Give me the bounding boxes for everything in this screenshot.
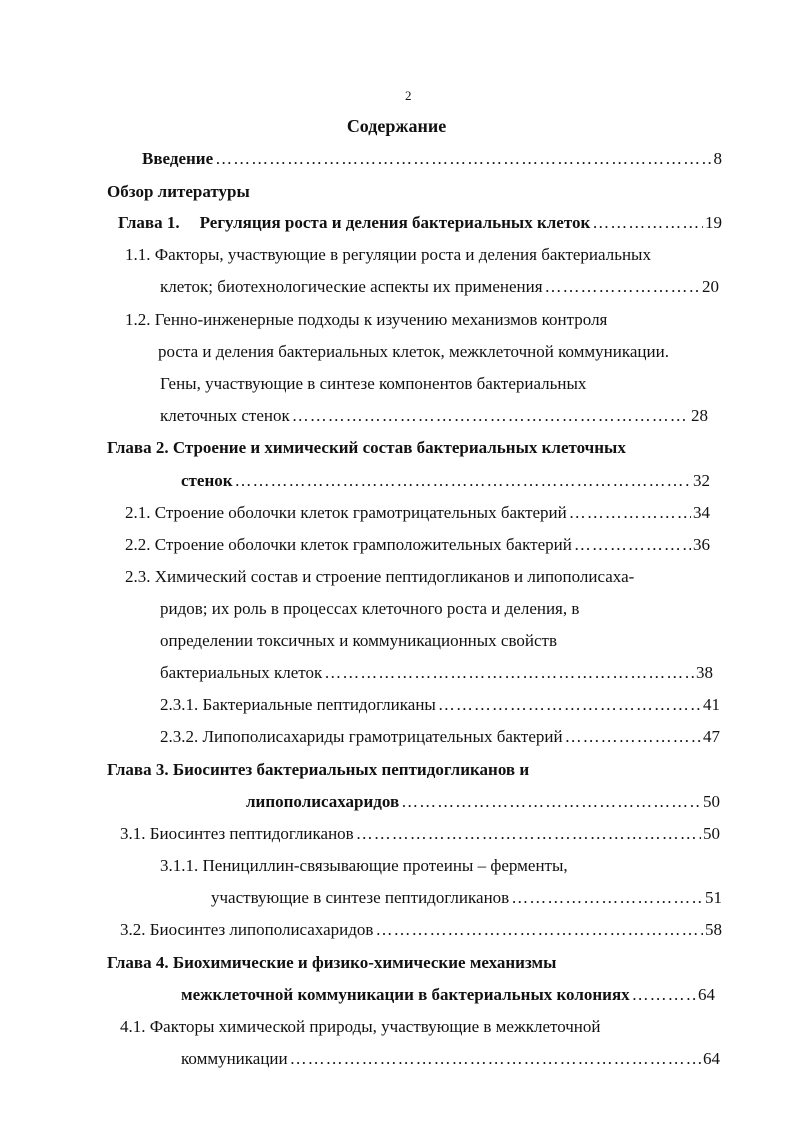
toc-entry-1-2 <box>160 404 708 428</box>
toc-entry-chapter-3-line1: Глава 3. Биосинтез бактериальных пептидогликанов и <box>107 760 530 779</box>
leader-dots <box>356 822 701 846</box>
toc-entry-label: 2.2. Строение оболочки клеток грамположительных бактерий <box>125 535 572 554</box>
leader-dots <box>569 501 691 525</box>
toc-entry-label: стенок <box>181 471 233 490</box>
toc-entry-3-1-1-line1: 3.1.1. Пенициллин-связывающие протеины – ферменты, <box>160 856 568 875</box>
toc-entry-1-1 <box>160 275 719 299</box>
toc-entry-label: коммуникации <box>181 1049 288 1068</box>
toc-entry-page: 64 <box>698 985 715 1004</box>
section-heading-review: Обзор литературы <box>107 182 250 201</box>
toc-entry-page: 8 <box>713 149 722 168</box>
toc-entry-chapter-1 <box>118 211 722 235</box>
toc-entry-page: 51 <box>705 888 722 907</box>
toc-entry-label: межклеточной коммуникации в бактериальных колониях <box>181 985 630 1004</box>
toc-entry-label: 3.2. Биосинтез липополисахаридов <box>120 920 374 939</box>
toc-entry-1-2-line2: роста и деления бактериальных клеток, межклеточной коммуникации. <box>158 342 669 361</box>
leader-dots <box>215 147 711 171</box>
toc-entry-page: 36 <box>693 535 710 554</box>
toc-entry-2-3-line2: ридов; их роль в процессах клеточного роста и деления, в <box>160 599 580 618</box>
toc-entry-1-2-line1: 1.2. Генно-инженерные подходы к изучению механизмов контроля <box>125 310 608 329</box>
toc-entry-4-1 <box>181 1047 720 1071</box>
toc-entry-2-3-2 <box>160 725 720 749</box>
toc-entry-2-2 <box>125 533 710 557</box>
toc-entry-chapter-3 <box>246 790 720 814</box>
leader-dots <box>545 275 700 299</box>
toc-entry-chapter-4-line1: Глава 4. Биохимические и физико-химические механизмы <box>107 953 557 972</box>
toc-entry-chapter-4 <box>181 983 715 1007</box>
leader-dots <box>401 790 701 814</box>
toc-entry-page: 34 <box>693 503 710 522</box>
page-number: 2 <box>405 88 412 103</box>
toc-entry-2-3 <box>160 661 713 685</box>
leader-dots <box>565 725 701 749</box>
toc-entry-2-3-line1: 2.3. Химический состав и строение пептидогликанов и липополисаха- <box>125 567 635 586</box>
toc-entry-2-1 <box>125 501 710 525</box>
toc-entry-page: 58 <box>705 920 722 939</box>
toc-entry-label: участвующие в синтезе пептидогликанов <box>211 888 510 907</box>
leader-dots <box>438 693 701 717</box>
toc-entry-intro <box>142 147 722 171</box>
toc-entry-label: 2.1. Строение оболочки клеток грамотрицательных бактерий <box>125 503 567 522</box>
leader-dots <box>574 533 691 557</box>
toc-entry-4-1-line1: 4.1. Факторы химической природы, участвующие в межклеточной <box>120 1017 601 1036</box>
toc-entry-page: 28 <box>691 406 708 425</box>
toc-entry-label: 2.3.2. Липополисахариды грамотрицательных бактерий <box>160 727 563 746</box>
toc-entry-label: бактериальных клеток <box>160 663 323 682</box>
toc-entry-chapter-2 <box>181 469 710 493</box>
leader-dots <box>375 918 703 942</box>
leader-dots <box>511 886 703 910</box>
toc-entry-label: клеток; биотехнологические аспекты их применения <box>160 277 543 296</box>
toc-entry-label: 2.3.1. Бактериальные пептидогликаны <box>160 695 436 714</box>
toc-entry-label: Введение <box>142 149 214 168</box>
toc-entry-2-3-line3: определении токсичных и коммуникационных свойств <box>160 631 557 650</box>
chapter-label: Глава 1. <box>118 213 180 232</box>
page-title: Содержание <box>346 116 447 136</box>
toc-entry-page: 41 <box>703 695 720 714</box>
toc-entry-1-2-line3: Гены, участвующие в синтезе компонентов бактериальных <box>160 374 587 393</box>
leader-dots <box>592 211 703 235</box>
toc-entry-page: 20 <box>702 277 719 296</box>
toc-entry-label: липополисахаридов <box>246 792 400 811</box>
toc-entry-label: 3.1. Биосинтез пептидогликанов <box>120 824 354 843</box>
toc-entry-3-1-1 <box>211 886 722 910</box>
toc-entry-page: 19 <box>705 213 722 232</box>
leader-dots <box>324 661 694 685</box>
toc-entry-3-1 <box>120 822 720 846</box>
toc-entry-2-3-1 <box>160 693 720 717</box>
toc-entry-label: клеточных стенок <box>160 406 290 425</box>
leader-dots <box>292 404 689 428</box>
toc-entry-page: 50 <box>703 792 720 811</box>
leader-dots <box>290 1047 701 1071</box>
toc-entry-page: 32 <box>693 471 710 490</box>
toc-entry-chapter-2-line1: Глава 2. Строение и химический состав бактериальных клеточных <box>107 438 626 457</box>
toc-entry-3-2 <box>120 918 722 942</box>
toc-entry-page: 47 <box>703 727 720 746</box>
toc-entry-page: 50 <box>703 824 720 843</box>
chapter-title: Регуляция роста и деления бактериальных клеток <box>199 213 591 232</box>
leader-dots <box>235 469 691 493</box>
leader-dots <box>632 983 696 1007</box>
toc-entry-1-1-line1: 1.1. Факторы, участвующие в регуляции роста и деления бактериальных <box>125 245 651 264</box>
toc-entry-page: 38 <box>696 663 713 682</box>
toc-entry-page: 64 <box>703 1049 720 1068</box>
